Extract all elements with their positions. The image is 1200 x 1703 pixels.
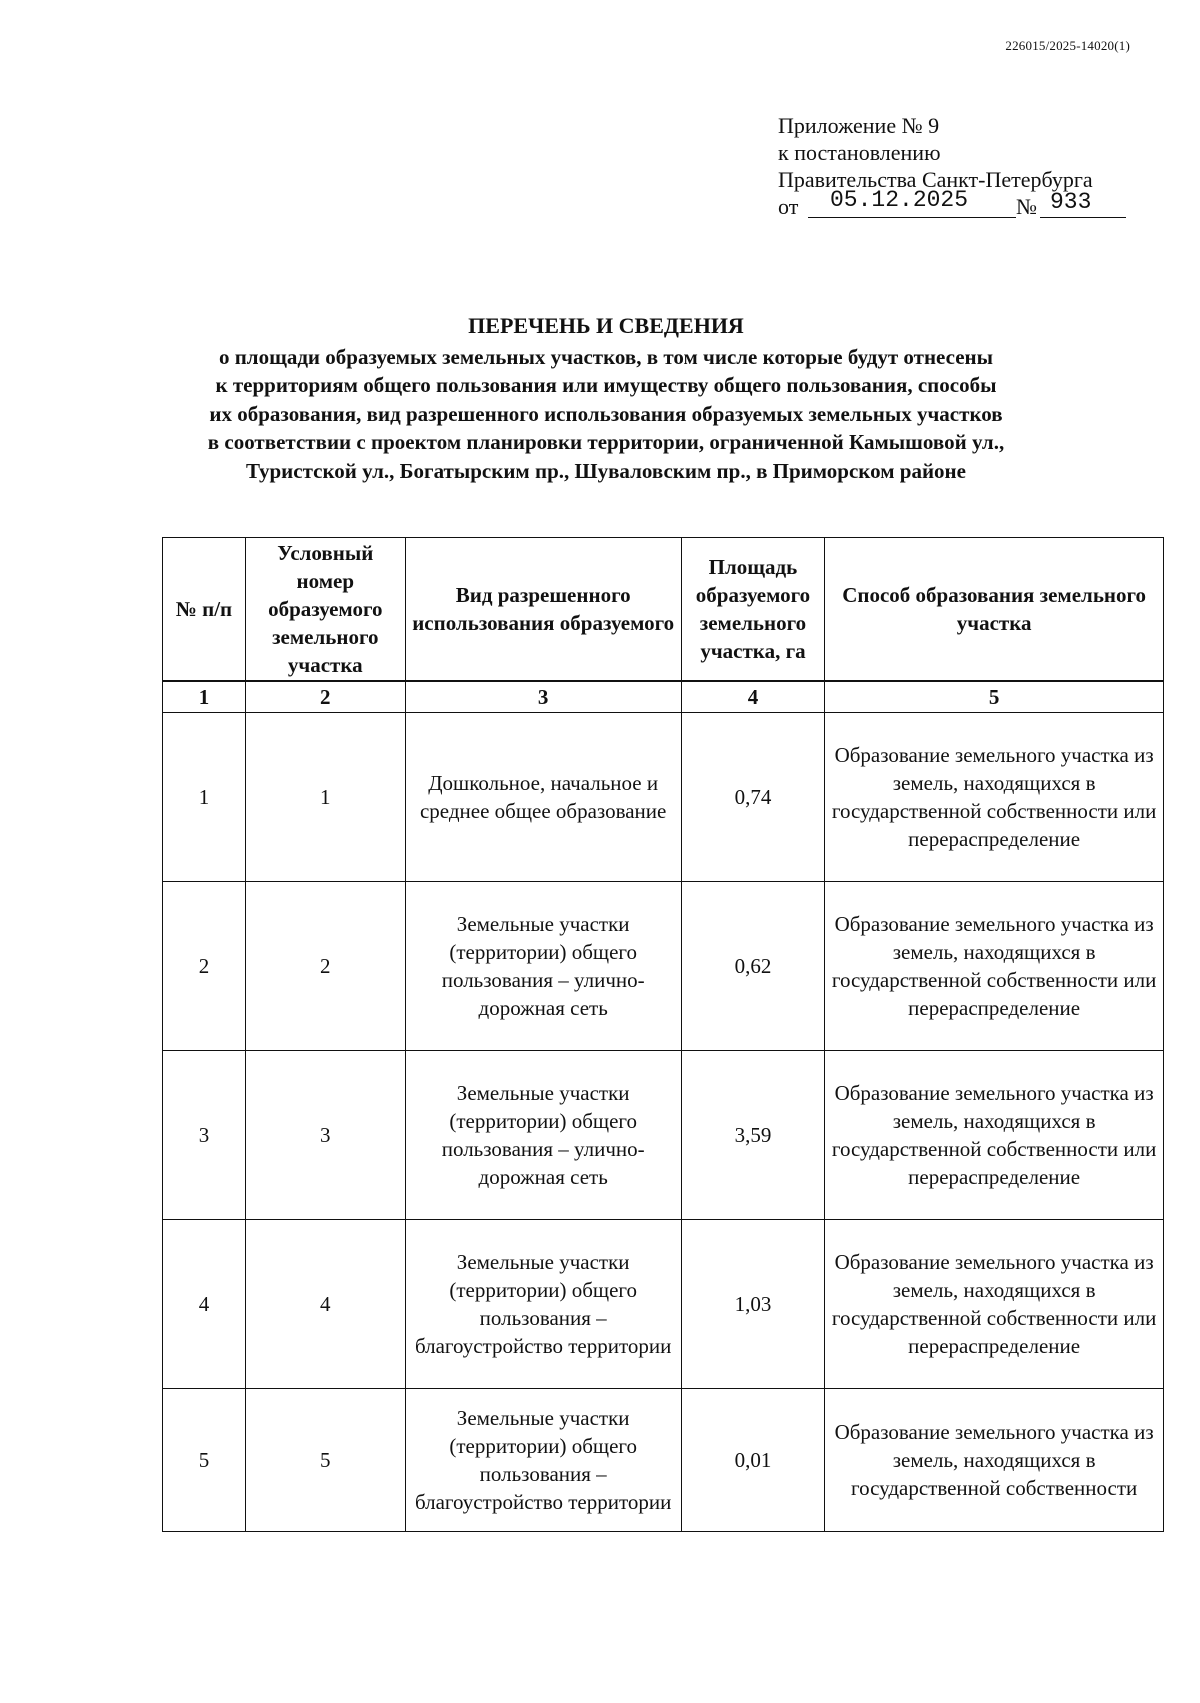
appendix-block (778, 112, 1138, 223)
cell-method: Образование земельного участка из земель, находящихся в государственной собственности или перераспределение (825, 1051, 1164, 1220)
appendix-ref: к постановлению (778, 140, 941, 165)
cell-area: 3,59 (681, 1051, 825, 1220)
appendix-number: Приложение № 9 (778, 113, 940, 138)
column-number: 3 (405, 681, 681, 713)
title-line: к территориям общего пользования или имуществу общего пользования, способы (215, 373, 997, 397)
column-number: 5 (825, 681, 1164, 713)
plots-table (162, 537, 1164, 1532)
cell-permitted-use: Земельные участки (территории) общего пользования – улично-дорожная сеть (405, 1051, 681, 1220)
cell-permitted-use: Земельные участки (территории) общего пользования – благоустройство территории (405, 1220, 681, 1389)
cell-method: Образование земельного участка из земель, находящихся в государственной собственности (825, 1389, 1164, 1532)
title-line: в соответствии с проектом планировки территории, ограниченной Камышовой ул., (207, 430, 1005, 454)
decree-date-row (778, 187, 1138, 223)
cell-plot-number: 5 (245, 1389, 405, 1532)
cell-plot-number: 3 (245, 1051, 405, 1220)
cell-plot-number: 1 (245, 713, 405, 882)
date-underline (808, 217, 1016, 218)
decree-date: 05.12.2025 (830, 187, 969, 213)
cell-area: 1,03 (681, 1220, 825, 1389)
cell-method: Образование земельного участка из земель, находящихся в государственной собственности или перераспределение (825, 882, 1164, 1051)
cell-method: Образование земельного участка из земель, находящихся в государственной собственности или перераспределение (825, 1220, 1164, 1389)
document-id: 226015/2025-14020(1) (1005, 38, 1130, 53)
table-row (163, 1220, 1164, 1389)
table-row (163, 882, 1164, 1051)
title-heading: ПЕРЕЧЕНЬ И СВЕДЕНИЯ (468, 313, 744, 338)
title-line: их образования, вид разрешенного использования образуемых земельных участков (209, 401, 1003, 426)
column-number: 1 (163, 681, 246, 713)
cell-index: 2 (163, 882, 246, 1051)
table-row (163, 1051, 1164, 1220)
cell-method: Образование земельного участка из земель, находящихся в государственной собственности или перераспределение (825, 713, 1164, 882)
column-number: 4 (681, 681, 825, 713)
table-row (163, 1389, 1164, 1532)
table-header-row (163, 538, 1164, 682)
column-number: 2 (245, 681, 405, 713)
document-title (150, 312, 1062, 485)
cell-area: 0,62 (681, 882, 825, 1051)
cell-permitted-use: Земельные участки (территории) общего пользования – благоустройство территории (405, 1389, 681, 1532)
table-row (163, 713, 1164, 882)
cell-index: 3 (163, 1051, 246, 1220)
decree-number: 933 (1050, 189, 1092, 215)
appendix-authority: Правительства Санкт-Петербурга (778, 167, 1093, 192)
number-underline (1040, 217, 1126, 218)
header-permitted-use: Вид разрешенного использования образуемого (405, 538, 681, 682)
cell-index: 4 (163, 1220, 246, 1389)
cell-index: 5 (163, 1389, 246, 1532)
cell-plot-number: 4 (245, 1220, 405, 1389)
header-index: № п/п (163, 538, 246, 682)
title-line: о площади образуемых земельных участков, в том числе которые будут отнесены (218, 344, 994, 369)
header-plot-number: Условный номер образуемого земельного участка (245, 538, 405, 682)
header-method: Способ образования земельного участка (825, 538, 1164, 682)
date-prefix: от (778, 194, 799, 219)
header-area: Площадь образуемого земельного участка, га (681, 538, 825, 682)
cell-plot-number: 2 (245, 882, 405, 1051)
cell-area: 0,01 (681, 1389, 825, 1532)
column-number-row (163, 681, 1164, 713)
cell-permitted-use: Дошкольное, начальное и среднее общее образование (405, 713, 681, 882)
cell-permitted-use: Земельные участки (территории) общего пользования – улично-дорожная сеть (405, 882, 681, 1051)
title-line: Туристской ул., Богатырским пр., Шуваловским пр., в Приморском районе (246, 458, 966, 483)
cell-index: 1 (163, 713, 246, 882)
number-label: № (1016, 194, 1037, 219)
cell-area: 0,74 (681, 713, 825, 882)
